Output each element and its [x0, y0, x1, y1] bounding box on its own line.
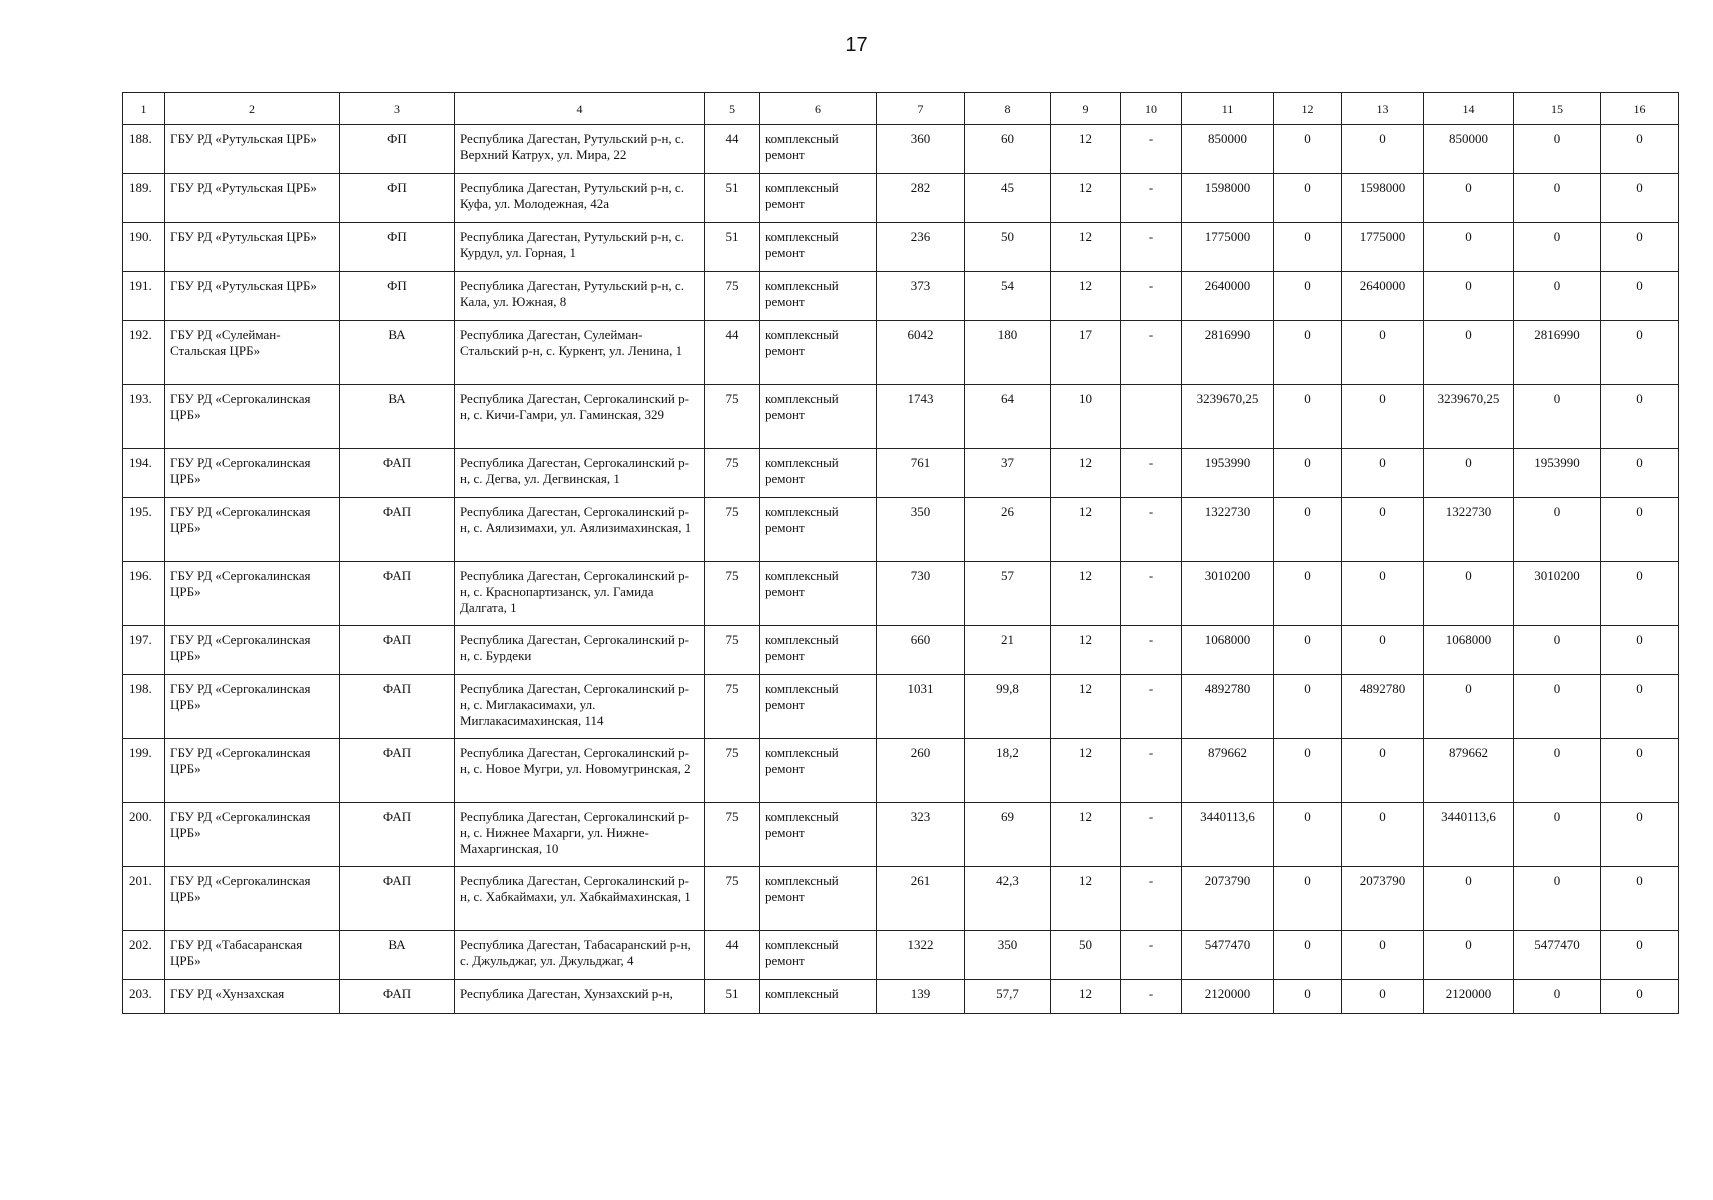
- work-type: комплексный ремонт: [760, 125, 877, 174]
- col-8-value: 26: [965, 498, 1051, 562]
- facility-type: ФП: [340, 272, 455, 321]
- col-11-value: 5477470: [1182, 931, 1274, 980]
- work-type: комплексный ремонт: [760, 272, 877, 321]
- row-number: 193.: [123, 385, 165, 449]
- address: Республика Дагестан, Сергокалинский р-н, с. Дегва, ул. Дегвинская, 1: [455, 449, 705, 498]
- col-12-value: 0: [1274, 174, 1342, 223]
- col-11-value: 1322730: [1182, 498, 1274, 562]
- col-14-value: 0: [1424, 321, 1514, 385]
- col-15-value: 0: [1514, 498, 1601, 562]
- col-16-value: 0: [1601, 272, 1679, 321]
- row-number: 203.: [123, 980, 165, 1014]
- col-7-value: 660: [877, 626, 965, 675]
- col-10-value: -: [1121, 449, 1182, 498]
- col-13-value: 1598000: [1342, 174, 1424, 223]
- organization-name: ГБУ РД «Сергокалинская ЦРБ»: [165, 867, 340, 931]
- col-8-value: 45: [965, 174, 1051, 223]
- col-8-value: 42,3: [965, 867, 1051, 931]
- facility-type: ВА: [340, 321, 455, 385]
- col-16-value: 0: [1601, 867, 1679, 931]
- col-5-value: 75: [705, 272, 760, 321]
- col-14-value: 0: [1424, 272, 1514, 321]
- facility-type: ФАП: [340, 449, 455, 498]
- address: Республика Дагестан, Сергокалинский р-н, с. Аялизимахи, ул. Аялизимахинская, 1: [455, 498, 705, 562]
- address: Республика Дагестан, Сулейман-Стальский р-н, с. Куркент, ул. Ленина, 1: [455, 321, 705, 385]
- col-5-value: 75: [705, 803, 760, 867]
- row-number: 194.: [123, 449, 165, 498]
- col-11-value: 3440113,6: [1182, 803, 1274, 867]
- row-number: 191.: [123, 272, 165, 321]
- row-number: 200.: [123, 803, 165, 867]
- col-13-value: 0: [1342, 321, 1424, 385]
- col-9-value: 12: [1051, 739, 1121, 803]
- col-16-value: 0: [1601, 498, 1679, 562]
- col-7-value: 1031: [877, 675, 965, 739]
- address: Республика Дагестан, Табасаранский р-н, с. Джульджаг, ул. Джульджаг, 4: [455, 931, 705, 980]
- address: Республика Дагестан, Рутульский р-н, с. Курдул, ул. Горная, 1: [455, 223, 705, 272]
- row-number: 192.: [123, 321, 165, 385]
- col-10-value: -: [1121, 321, 1182, 385]
- facility-type: ФАП: [340, 803, 455, 867]
- col-14-value: 879662: [1424, 739, 1514, 803]
- col-14-value: 3440113,6: [1424, 803, 1514, 867]
- col-14-value: 0: [1424, 931, 1514, 980]
- col-11-value: 4892780: [1182, 675, 1274, 739]
- work-type: комплексный ремонт: [760, 321, 877, 385]
- col-9-value: 12: [1051, 980, 1121, 1014]
- col-15-value: 0: [1514, 803, 1601, 867]
- col-9-value: 12: [1051, 626, 1121, 675]
- column-header-7: 7: [877, 93, 965, 125]
- col-12-value: 0: [1274, 626, 1342, 675]
- column-header-5: 5: [705, 93, 760, 125]
- col-9-value: 17: [1051, 321, 1121, 385]
- col-8-value: 21: [965, 626, 1051, 675]
- col-10-value: -: [1121, 675, 1182, 739]
- col-9-value: 12: [1051, 449, 1121, 498]
- col-10-value: -: [1121, 562, 1182, 626]
- col-7-value: 260: [877, 739, 965, 803]
- col-16-value: 0: [1601, 321, 1679, 385]
- page-number: 17: [845, 34, 868, 56]
- repair-table: [122, 92, 1679, 1014]
- col-10-value: -: [1121, 272, 1182, 321]
- col-11-value: 2640000: [1182, 272, 1274, 321]
- col-13-value: 0: [1342, 125, 1424, 174]
- organization-name: ГБУ РД «Сулейман-Стальская ЦРБ»: [165, 321, 340, 385]
- column-header-4: 4: [455, 93, 705, 125]
- col-15-value: 0: [1514, 125, 1601, 174]
- col-16-value: 0: [1601, 980, 1679, 1014]
- row-number: 199.: [123, 739, 165, 803]
- table-row: [123, 321, 1679, 385]
- facility-type: ФП: [340, 223, 455, 272]
- col-11-value: 3010200: [1182, 562, 1274, 626]
- column-header-12: 12: [1274, 93, 1342, 125]
- row-number: 202.: [123, 931, 165, 980]
- col-13-value: 0: [1342, 385, 1424, 449]
- work-type: комплексный ремонт: [760, 385, 877, 449]
- col-5-value: 75: [705, 739, 760, 803]
- col-10-value: -: [1121, 931, 1182, 980]
- col-7-value: 1743: [877, 385, 965, 449]
- address: Республика Дагестан, Сергокалинский р-н, с. Хабкаймахи, ул. Хабкаймахинская, 1: [455, 867, 705, 931]
- col-9-value: 12: [1051, 223, 1121, 272]
- table-row: [123, 125, 1679, 174]
- col-13-value: 1775000: [1342, 223, 1424, 272]
- address: Республика Дагестан, Сергокалинский р-н, с. Новое Мугри, ул. Новомугринская, 2: [455, 739, 705, 803]
- col-13-value: 0: [1342, 449, 1424, 498]
- col-11-value: 1775000: [1182, 223, 1274, 272]
- col-5-value: 75: [705, 626, 760, 675]
- col-12-value: 0: [1274, 449, 1342, 498]
- work-type: комплексный ремонт: [760, 223, 877, 272]
- table-row: [123, 562, 1679, 626]
- address: Республика Дагестан, Сергокалинский р-н, с. Бурдеки: [455, 626, 705, 675]
- col-15-value: 1953990: [1514, 449, 1601, 498]
- col-15-value: 0: [1514, 980, 1601, 1014]
- work-type: комплексный ремонт: [760, 498, 877, 562]
- col-8-value: 180: [965, 321, 1051, 385]
- col-5-value: 75: [705, 867, 760, 931]
- col-10-value: [1121, 385, 1182, 449]
- organization-name: ГБУ РД «Сергокалинская ЦРБ»: [165, 562, 340, 626]
- col-8-value: 57,7: [965, 980, 1051, 1014]
- col-10-value: -: [1121, 803, 1182, 867]
- work-type: комплексный ремонт: [760, 675, 877, 739]
- col-7-value: 761: [877, 449, 965, 498]
- work-type: комплексный: [760, 980, 877, 1014]
- col-12-value: 0: [1274, 321, 1342, 385]
- col-14-value: 1068000: [1424, 626, 1514, 675]
- col-15-value: 0: [1514, 626, 1601, 675]
- organization-name: ГБУ РД «Рутульская ЦРБ»: [165, 174, 340, 223]
- col-8-value: 50: [965, 223, 1051, 272]
- organization-name: ГБУ РД «Сергокалинская ЦРБ»: [165, 675, 340, 739]
- table-row: [123, 385, 1679, 449]
- col-15-value: 0: [1514, 867, 1601, 931]
- col-9-value: 12: [1051, 675, 1121, 739]
- col-9-value: 12: [1051, 272, 1121, 321]
- col-13-value: 0: [1342, 980, 1424, 1014]
- table-row: [123, 867, 1679, 931]
- col-14-value: 0: [1424, 562, 1514, 626]
- col-7-value: 261: [877, 867, 965, 931]
- col-11-value: 850000: [1182, 125, 1274, 174]
- facility-type: ВА: [340, 931, 455, 980]
- col-14-value: 1322730: [1424, 498, 1514, 562]
- col-9-value: 12: [1051, 562, 1121, 626]
- work-type: комплексный ремонт: [760, 931, 877, 980]
- facility-type: ФАП: [340, 867, 455, 931]
- col-13-value: 0: [1342, 626, 1424, 675]
- col-12-value: 0: [1274, 675, 1342, 739]
- work-type: комплексный ремонт: [760, 174, 877, 223]
- col-11-value: 1068000: [1182, 626, 1274, 675]
- col-16-value: 0: [1601, 449, 1679, 498]
- organization-name: ГБУ РД «Сергокалинская ЦРБ»: [165, 449, 340, 498]
- col-15-value: 0: [1514, 223, 1601, 272]
- facility-type: ФП: [340, 125, 455, 174]
- col-14-value: 0: [1424, 174, 1514, 223]
- col-5-value: 51: [705, 223, 760, 272]
- column-header-6: 6: [760, 93, 877, 125]
- col-5-value: 75: [705, 562, 760, 626]
- col-5-value: 51: [705, 174, 760, 223]
- col-5-value: 51: [705, 980, 760, 1014]
- column-header-3: 3: [340, 93, 455, 125]
- work-type: комплексный ремонт: [760, 562, 877, 626]
- col-7-value: 236: [877, 223, 965, 272]
- organization-name: ГБУ РД «Сергокалинская ЦРБ»: [165, 803, 340, 867]
- col-5-value: 75: [705, 385, 760, 449]
- address: Республика Дагестан, Рутульский р-н, с. Куфа, ул. Молодежная, 42а: [455, 174, 705, 223]
- col-12-value: 0: [1274, 867, 1342, 931]
- col-8-value: 18,2: [965, 739, 1051, 803]
- col-5-value: 44: [705, 931, 760, 980]
- address: Республика Дагестан, Сергокалинский р-н, с. Кичи-Гамри, ул. Гаминская, 329: [455, 385, 705, 449]
- col-8-value: 69: [965, 803, 1051, 867]
- table-row: [123, 803, 1679, 867]
- col-16-value: 0: [1601, 803, 1679, 867]
- organization-name: ГБУ РД «Сергокалинская ЦРБ»: [165, 498, 340, 562]
- column-header-10: 10: [1121, 93, 1182, 125]
- col-12-value: 0: [1274, 562, 1342, 626]
- col-10-value: -: [1121, 223, 1182, 272]
- row-number: 195.: [123, 498, 165, 562]
- col-12-value: 0: [1274, 272, 1342, 321]
- col-10-value: -: [1121, 739, 1182, 803]
- col-14-value: 0: [1424, 867, 1514, 931]
- col-5-value: 75: [705, 449, 760, 498]
- organization-name: ГБУ РД «Рутульская ЦРБ»: [165, 125, 340, 174]
- organization-name: ГБУ РД «Сергокалинская ЦРБ»: [165, 385, 340, 449]
- column-header-8: 8: [965, 93, 1051, 125]
- organization-name: ГБУ РД «Сергокалинская ЦРБ»: [165, 739, 340, 803]
- column-header-16: 16: [1601, 93, 1679, 125]
- col-10-value: -: [1121, 867, 1182, 931]
- col-8-value: 37: [965, 449, 1051, 498]
- table-row: [123, 739, 1679, 803]
- col-9-value: 12: [1051, 803, 1121, 867]
- col-7-value: 282: [877, 174, 965, 223]
- col-15-value: 3010200: [1514, 562, 1601, 626]
- table-row: [123, 980, 1679, 1014]
- col-9-value: 12: [1051, 125, 1121, 174]
- col-13-value: 2073790: [1342, 867, 1424, 931]
- address: Республика Дагестан, Рутульский р-н, с. Верхний Катрух, ул. Мира, 22: [455, 125, 705, 174]
- col-7-value: 373: [877, 272, 965, 321]
- col-14-value: 850000: [1424, 125, 1514, 174]
- col-9-value: 12: [1051, 867, 1121, 931]
- col-9-value: 10: [1051, 385, 1121, 449]
- table-row: [123, 931, 1679, 980]
- col-16-value: 0: [1601, 174, 1679, 223]
- col-16-value: 0: [1601, 562, 1679, 626]
- table-row: [123, 626, 1679, 675]
- col-16-value: 0: [1601, 385, 1679, 449]
- col-8-value: 99,8: [965, 675, 1051, 739]
- col-13-value: 0: [1342, 498, 1424, 562]
- col-12-value: 0: [1274, 385, 1342, 449]
- col-14-value: 0: [1424, 675, 1514, 739]
- col-10-value: -: [1121, 125, 1182, 174]
- facility-type: ФП: [340, 174, 455, 223]
- col-7-value: 360: [877, 125, 965, 174]
- col-9-value: 12: [1051, 498, 1121, 562]
- organization-name: ГБУ РД «Рутульская ЦРБ»: [165, 272, 340, 321]
- col-10-value: -: [1121, 980, 1182, 1014]
- header-row: [123, 93, 1679, 125]
- work-type: комплексный ремонт: [760, 803, 877, 867]
- col-15-value: 0: [1514, 675, 1601, 739]
- col-7-value: 139: [877, 980, 965, 1014]
- table-row: [123, 272, 1679, 321]
- row-number: 197.: [123, 626, 165, 675]
- organization-name: ГБУ РД «Табасаранская ЦРБ»: [165, 931, 340, 980]
- facility-type: ФАП: [340, 675, 455, 739]
- col-7-value: 323: [877, 803, 965, 867]
- col-15-value: 0: [1514, 174, 1601, 223]
- address: Республика Дагестан, Хунзахский р-н,: [455, 980, 705, 1014]
- facility-type: ФАП: [340, 498, 455, 562]
- col-8-value: 60: [965, 125, 1051, 174]
- col-13-value: 0: [1342, 562, 1424, 626]
- col-11-value: 3239670,25: [1182, 385, 1274, 449]
- table-row: [123, 498, 1679, 562]
- col-14-value: 2120000: [1424, 980, 1514, 1014]
- col-13-value: 0: [1342, 931, 1424, 980]
- address: Республика Дагестан, Сергокалинский р-н, с. Нижнее Махарги, ул. Нижне-Махаргинская, 10: [455, 803, 705, 867]
- col-16-value: 0: [1601, 223, 1679, 272]
- col-13-value: 4892780: [1342, 675, 1424, 739]
- col-5-value: 44: [705, 321, 760, 385]
- col-9-value: 50: [1051, 931, 1121, 980]
- work-type: комплексный ремонт: [760, 867, 877, 931]
- row-number: 189.: [123, 174, 165, 223]
- col-10-value: -: [1121, 498, 1182, 562]
- facility-type: ВА: [340, 385, 455, 449]
- col-12-value: 0: [1274, 931, 1342, 980]
- organization-name: ГБУ РД «Хунзахская: [165, 980, 340, 1014]
- col-13-value: 0: [1342, 803, 1424, 867]
- col-8-value: 57: [965, 562, 1051, 626]
- col-7-value: 730: [877, 562, 965, 626]
- work-type: комплексный ремонт: [760, 739, 877, 803]
- col-12-value: 0: [1274, 125, 1342, 174]
- col-16-value: 0: [1601, 931, 1679, 980]
- col-7-value: 1322: [877, 931, 965, 980]
- work-type: комплексный ремонт: [760, 626, 877, 675]
- col-15-value: 0: [1514, 385, 1601, 449]
- col-15-value: 5477470: [1514, 931, 1601, 980]
- col-11-value: 1598000: [1182, 174, 1274, 223]
- address: Республика Дагестан, Сергокалинский р-н, с. Миглакасимахи, ул. Миглакасимахинская, 114: [455, 675, 705, 739]
- row-number: 201.: [123, 867, 165, 931]
- table-row: [123, 223, 1679, 272]
- col-10-value: -: [1121, 626, 1182, 675]
- facility-type: ФАП: [340, 562, 455, 626]
- col-11-value: 1953990: [1182, 449, 1274, 498]
- col-8-value: 64: [965, 385, 1051, 449]
- col-7-value: 350: [877, 498, 965, 562]
- table-row: [123, 449, 1679, 498]
- col-5-value: 75: [705, 675, 760, 739]
- col-12-value: 0: [1274, 980, 1342, 1014]
- col-5-value: 44: [705, 125, 760, 174]
- row-number: 190.: [123, 223, 165, 272]
- col-15-value: 0: [1514, 272, 1601, 321]
- col-8-value: 54: [965, 272, 1051, 321]
- col-11-value: 879662: [1182, 739, 1274, 803]
- col-16-value: 0: [1601, 626, 1679, 675]
- column-header-2: 2: [165, 93, 340, 125]
- col-10-value: -: [1121, 174, 1182, 223]
- col-15-value: 0: [1514, 739, 1601, 803]
- table-row: [123, 174, 1679, 223]
- work-type: комплексный ремонт: [760, 449, 877, 498]
- row-number: 196.: [123, 562, 165, 626]
- col-11-value: 2816990: [1182, 321, 1274, 385]
- row-number: 198.: [123, 675, 165, 739]
- col-14-value: 3239670,25: [1424, 385, 1514, 449]
- col-8-value: 350: [965, 931, 1051, 980]
- col-15-value: 2816990: [1514, 321, 1601, 385]
- col-12-value: 0: [1274, 498, 1342, 562]
- address: Республика Дагестан, Сергокалинский р-н, с. Краснопартизанск, ул. Гамида Далгата, 1: [455, 562, 705, 626]
- col-11-value: 2073790: [1182, 867, 1274, 931]
- column-header-9: 9: [1051, 93, 1121, 125]
- col-14-value: 0: [1424, 449, 1514, 498]
- col-12-value: 0: [1274, 739, 1342, 803]
- col-16-value: 0: [1601, 675, 1679, 739]
- facility-type: ФАП: [340, 980, 455, 1014]
- col-13-value: 2640000: [1342, 272, 1424, 321]
- table-row: [123, 675, 1679, 739]
- row-number: 188.: [123, 125, 165, 174]
- col-7-value: 6042: [877, 321, 965, 385]
- address: Республика Дагестан, Рутульский р-н, с. Кала, ул. Южная, 8: [455, 272, 705, 321]
- col-13-value: 0: [1342, 739, 1424, 803]
- organization-name: ГБУ РД «Сергокалинская ЦРБ»: [165, 626, 340, 675]
- col-5-value: 75: [705, 498, 760, 562]
- col-12-value: 0: [1274, 223, 1342, 272]
- column-header-15: 15: [1514, 93, 1601, 125]
- column-header-13: 13: [1342, 93, 1424, 125]
- col-14-value: 0: [1424, 223, 1514, 272]
- col-11-value: 2120000: [1182, 980, 1274, 1014]
- table-body: [123, 125, 1679, 1014]
- column-header-11: 11: [1182, 93, 1274, 125]
- facility-type: ФАП: [340, 739, 455, 803]
- col-9-value: 12: [1051, 174, 1121, 223]
- column-header-1: 1: [123, 93, 165, 125]
- col-16-value: 0: [1601, 125, 1679, 174]
- column-header-14: 14: [1424, 93, 1514, 125]
- organization-name: ГБУ РД «Рутульская ЦРБ»: [165, 223, 340, 272]
- facility-type: ФАП: [340, 626, 455, 675]
- col-12-value: 0: [1274, 803, 1342, 867]
- col-16-value: 0: [1601, 739, 1679, 803]
